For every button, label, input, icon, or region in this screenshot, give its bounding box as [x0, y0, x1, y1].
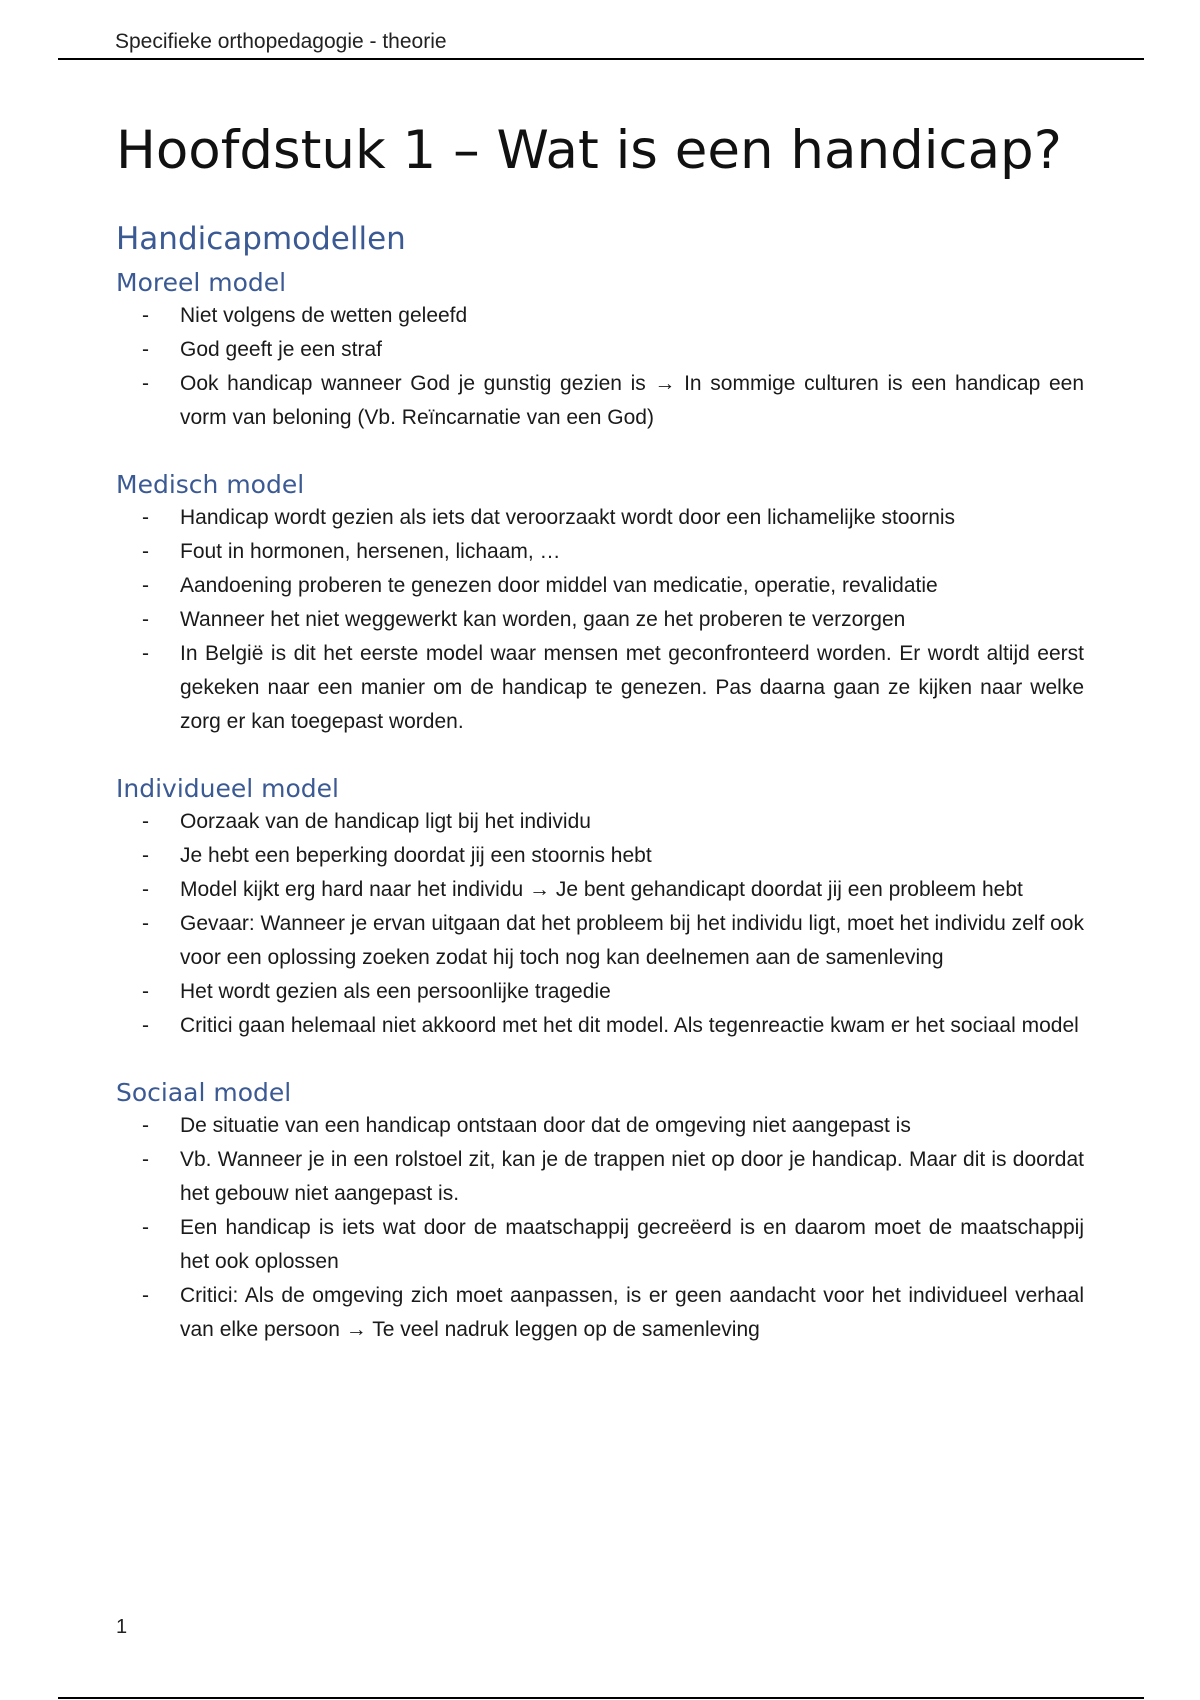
- bullet-dash: -: [142, 608, 149, 631]
- section-moreel-model: [116, 267, 1084, 435]
- bullet-dash: -: [142, 372, 149, 395]
- list-item: [116, 1143, 1084, 1211]
- list-item-text: God geeft je een straf: [180, 338, 382, 361]
- list-item-text: Model kijkt erg hard naar het individu → Je bent gehandicapt doordat jij een probleem hebt: [180, 878, 1023, 901]
- bullet-dash: -: [142, 642, 149, 665]
- list-item: [116, 333, 1084, 367]
- list-item-text: Fout in hormonen, hersenen, lichaam, …: [180, 540, 561, 563]
- list-item-text: Je hebt een beperking doordat jij een stoornis hebt: [180, 844, 652, 867]
- bullet-dash: -: [142, 1114, 149, 1137]
- bullet-dash: -: [142, 912, 149, 935]
- bullet-list: [116, 805, 1084, 1043]
- bullet-dash: -: [142, 506, 149, 529]
- list-item-text: Niet volgens de wetten geleefd: [180, 304, 468, 327]
- bullet-list: [116, 501, 1084, 739]
- list-item: [116, 1211, 1084, 1279]
- page-header: [58, 30, 1144, 60]
- page-number: 1: [116, 1616, 128, 1638]
- section-title: Sociaal model: [116, 1078, 292, 1107]
- bullet-dash: -: [142, 304, 149, 327]
- bullet-list: [116, 299, 1084, 435]
- header-text: Specifieke orthopedagogie - theorie: [115, 30, 447, 53]
- list-item: [116, 569, 1084, 603]
- list-item: [116, 535, 1084, 569]
- list-item: [116, 603, 1084, 637]
- section-title: Medisch model: [116, 470, 305, 499]
- section-title: Moreel model: [116, 268, 287, 297]
- list-item: [116, 839, 1084, 873]
- bullet-list: [116, 1109, 1084, 1347]
- list-item: [116, 1279, 1084, 1347]
- section-individueel-model: [116, 773, 1084, 1043]
- bullet-dash: -: [142, 338, 149, 361]
- list-item-text: Critici: Als de omgeving zich moet aanpassen, is er geen aandacht voor het individueel verhaal van elke persoon → Te veel nadruk leggen op de samenleving: [180, 1284, 1084, 1341]
- bullet-dash: -: [142, 810, 149, 833]
- bullet-dash: -: [142, 1148, 149, 1171]
- list-item: [116, 367, 1084, 435]
- section-title: Individueel model: [116, 774, 339, 803]
- list-item-text: Het wordt gezien als een persoonlijke tragedie: [180, 980, 611, 1003]
- list-item-text: In België is dit het eerste model waar mensen met geconfronteerd worden. Er wordt altijd eerst gekeken naar een manier om de handicap te genezen. Pas daarna gaan ze kijken naar welke zorg er kan toegepast worden.: [180, 642, 1084, 733]
- bullet-dash: -: [142, 574, 149, 597]
- list-item-text: Vb. Wanneer je in een rolstoel zit, kan je de trappen niet op door je handicap. Maar dit is doordat het gebouw niet aangepast is.: [180, 1148, 1084, 1205]
- list-item: [116, 299, 1084, 333]
- list-item: [116, 907, 1084, 975]
- bullet-dash: -: [142, 540, 149, 563]
- list-item: [116, 637, 1084, 739]
- list-item-text: Ook handicap wanneer God je gunstig gezien is → In sommige culturen is een handicap een vorm van beloning (Vb. Reïncarnatie van een God): [180, 372, 1084, 429]
- list-item-text: De situatie van een handicap ontstaan door dat de omgeving niet aangepast is: [180, 1114, 911, 1137]
- list-item-text: Een handicap is iets wat door de maatschappij gecreëerd is en daarom moet de maatschappij het ook oplossen: [180, 1216, 1084, 1273]
- list-item: [116, 1009, 1084, 1043]
- list-item-text: Handicap wordt gezien als iets dat veroorzaakt wordt door een lichamelijke stoornis: [180, 506, 956, 529]
- section-sociaal-model: [116, 1077, 1084, 1347]
- list-item: [116, 975, 1084, 1009]
- list-item-text: Critici gaan helemaal niet akkoord met het dit model. Als tegenreactie kwam er het sociaal model: [180, 1014, 1079, 1037]
- list-item: [116, 873, 1084, 907]
- bullet-dash: -: [142, 1284, 149, 1307]
- chapter-title: Hoofdstuk 1 – Wat is een handicap?: [116, 120, 1062, 181]
- section-medisch-model: [116, 469, 1084, 739]
- list-item: [116, 1109, 1084, 1143]
- section-heading: Handicapmodellen: [116, 221, 406, 257]
- footer-divider: [58, 1697, 1144, 1699]
- list-item-text: Aandoening proberen te genezen door middel van medicatie, operatie, revalidatie: [180, 574, 938, 597]
- list-item-text: Gevaar: Wanneer je ervan uitgaan dat het probleem bij het individu ligt, moet het individu zelf ook voor een oplossing zoeken zodat hij toch nog kan deelnemen aan de samenleving: [180, 912, 1084, 969]
- list-item: [116, 501, 1084, 535]
- list-item-text: Oorzaak van de handicap ligt bij het individu: [180, 810, 591, 833]
- list-item: [116, 805, 1084, 839]
- page-content: [116, 112, 1084, 1381]
- bullet-dash: -: [142, 878, 149, 901]
- bullet-dash: -: [142, 1014, 149, 1037]
- bullet-dash: -: [142, 844, 149, 867]
- list-item-text: Wanneer het niet weggewerkt kan worden, gaan ze het proberen te verzorgen: [180, 608, 906, 631]
- bullet-dash: -: [142, 1216, 149, 1239]
- bullet-dash: -: [142, 980, 149, 1003]
